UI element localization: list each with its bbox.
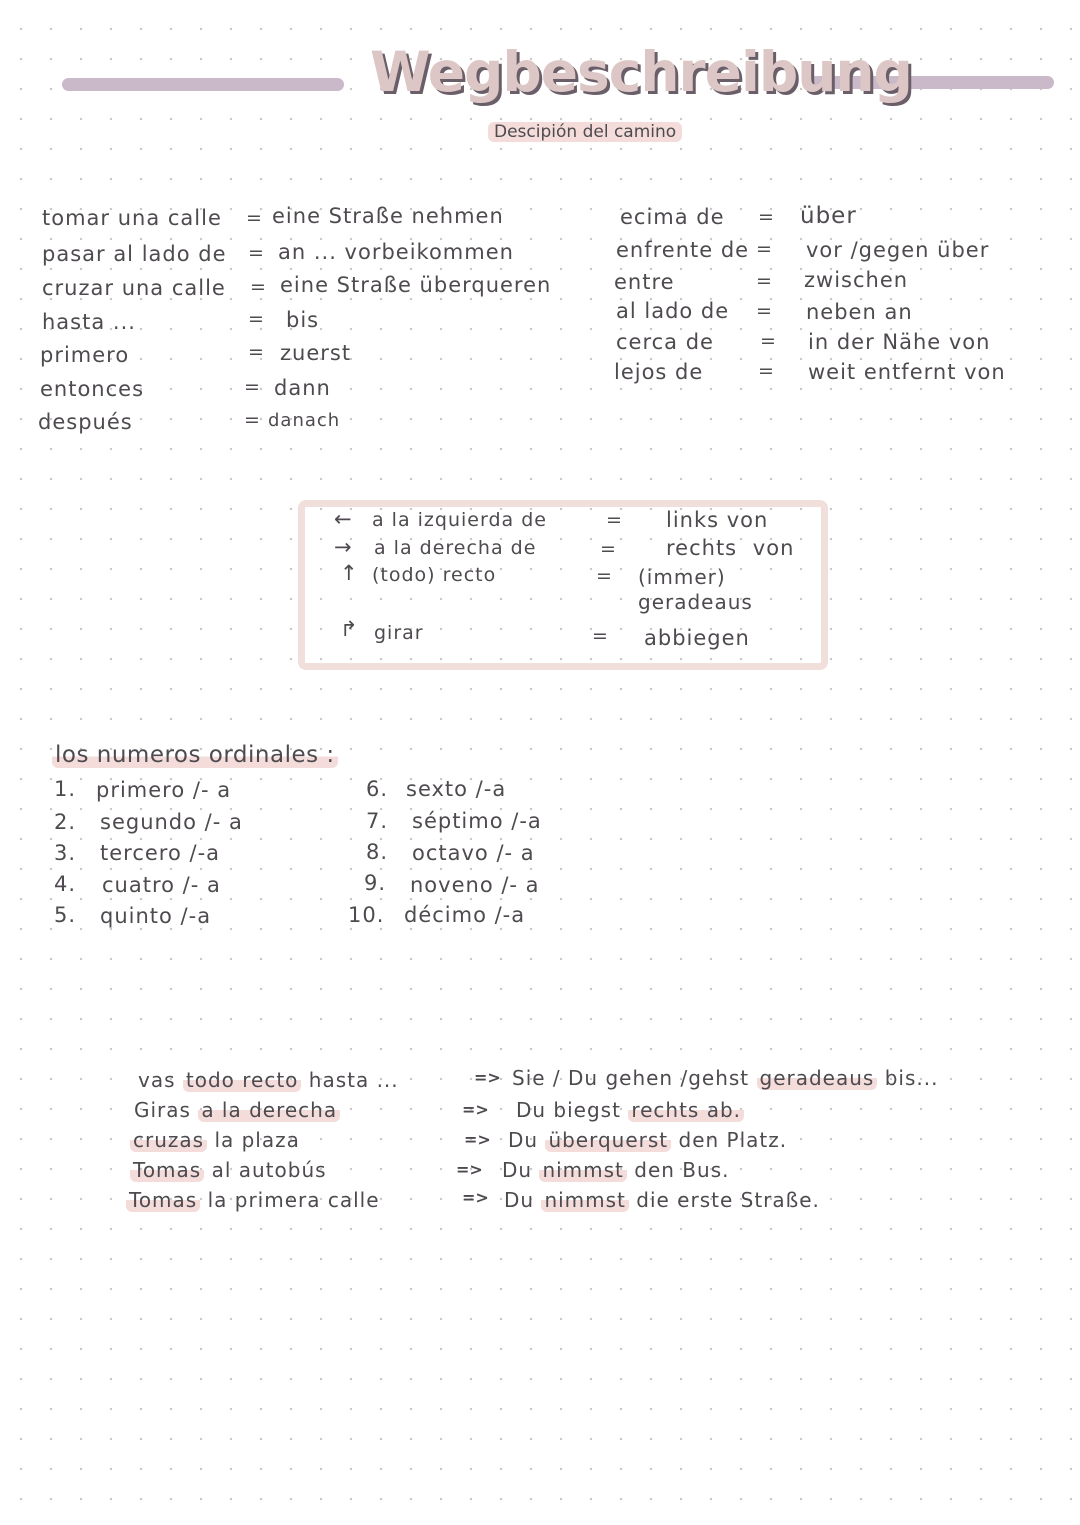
phrase-es-highlight: todo recto	[183, 1068, 302, 1092]
vocab-es: entre	[614, 270, 675, 294]
vocab-de: neben an	[806, 300, 913, 324]
phrase-de-pre: Du	[504, 1188, 535, 1212]
phrase-de-post: den Platz.	[678, 1128, 788, 1152]
vocab-de: vor /gegen über	[806, 238, 990, 262]
ordinal-word: cuatro /- a	[102, 873, 221, 897]
phrase-de-post: den Bus.	[634, 1158, 730, 1182]
page-subtitle: Descipión del camino	[488, 122, 682, 142]
vocab-es: lejos de	[614, 360, 704, 384]
vocab-es: ecima de	[620, 205, 725, 229]
direction-de: links von	[666, 508, 769, 532]
ordinal-word: noveno /- a	[410, 873, 540, 897]
arrow-icon: =>	[464, 1130, 491, 1149]
direction-de: abbiegen	[644, 626, 750, 650]
vocab-de: eine Straße nehmen	[272, 204, 504, 228]
phrase-de	[504, 1188, 820, 1212]
phrase-es-post: al autobús	[211, 1158, 327, 1182]
vocab-de: bis	[286, 308, 320, 332]
equals-sign: =	[756, 300, 772, 322]
equals-sign: =	[592, 625, 608, 647]
ordinal-word: tercero /-a	[100, 841, 221, 865]
equals-sign: =	[246, 207, 262, 229]
vocab-de: eine Straße überqueren	[280, 273, 552, 297]
phrase-de-pre: Du	[508, 1128, 539, 1152]
equals-sign: =	[248, 308, 264, 330]
phrase-es-post: la plaza	[214, 1128, 300, 1152]
equals-sign: =	[606, 509, 622, 531]
page-title: Wegbeschreibung	[370, 40, 912, 104]
direction-es: a la derecha de	[374, 537, 537, 559]
ordinal-number: 6.	[366, 777, 389, 801]
direction-de: (immer) geradeaus	[638, 565, 753, 614]
phrase-de-highlight: rechts ab.	[628, 1098, 744, 1122]
phrase-es-post: hasta ...	[308, 1068, 399, 1092]
arrow-icon: =>	[462, 1188, 489, 1207]
phrase-de-post: bis...	[884, 1066, 939, 1090]
ordinal-number: 7.	[366, 809, 389, 833]
arrow-icon: =>	[474, 1068, 501, 1087]
phrase-es-post: la primera calle	[207, 1188, 380, 1212]
phrase-es-pre: Giras	[134, 1098, 191, 1122]
equals-sign: =	[248, 242, 264, 264]
direction-es: a la izquierda de	[372, 509, 547, 531]
arrow-right-icon: →	[334, 535, 353, 559]
ordinal-number: 4.	[54, 872, 77, 896]
equals-sign: =	[756, 270, 772, 292]
phrase-de-pre: Du biegst	[516, 1098, 621, 1122]
phrase-de-post: die erste Straße.	[636, 1188, 820, 1212]
phrase-de	[508, 1128, 787, 1152]
phrase-es-highlight: Tomas	[130, 1158, 204, 1182]
phrase-es-pre: vas	[138, 1068, 176, 1092]
arrow-up-icon: ↑	[340, 561, 359, 585]
vocab-es: cerca de	[616, 330, 714, 354]
equals-sign: =	[758, 206, 774, 228]
equals-sign: =	[758, 360, 774, 382]
equals-sign: =	[244, 376, 260, 398]
ordinal-number: 2.	[54, 810, 77, 834]
equals-sign: =	[600, 538, 616, 560]
title-bar-left	[62, 78, 344, 91]
direction-es: girar	[374, 622, 424, 644]
arrow-icon: =>	[462, 1100, 489, 1119]
phrase-es	[134, 1098, 340, 1122]
vocab-de: zwischen	[804, 268, 909, 292]
ordinal-number: 10.	[348, 903, 385, 927]
equals-sign: =	[760, 330, 776, 352]
equals-sign: =	[248, 341, 264, 363]
vocab-es: al lado de	[616, 299, 730, 323]
vocab-de: in der Nähe von	[808, 330, 991, 354]
direction-de: rechts von	[666, 536, 795, 560]
phrase-es-highlight: Tomas	[126, 1188, 200, 1212]
phrase-es	[138, 1068, 399, 1092]
arrow-left-icon: ←	[334, 507, 353, 531]
phrase-de	[502, 1158, 729, 1182]
phrase-de-pre: Du	[502, 1158, 533, 1182]
ordinal-word: sexto /-a	[406, 777, 507, 801]
ordinal-word: séptimo /-a	[412, 809, 542, 833]
ordinal-word: décimo /-a	[404, 903, 526, 927]
phrase-de	[516, 1098, 744, 1122]
ordinal-word: segundo /- a	[100, 810, 243, 834]
vocab-de: über	[800, 203, 857, 229]
phrase-de-pre: Sie / Du gehen /gehst	[512, 1066, 750, 1090]
phrase-es-highlight: cruzas	[130, 1128, 207, 1152]
vocab-es: después	[38, 410, 133, 434]
direction-es: (todo) recto	[372, 564, 497, 586]
vocab-es: pasar al lado de	[42, 242, 227, 266]
phrase-es-highlight: a la derecha	[198, 1098, 340, 1122]
ordinal-number: 1.	[54, 777, 77, 801]
vocab-de: weit entfernt von	[808, 360, 1006, 384]
ordinal-number: 8.	[366, 840, 389, 864]
vocab-es: enfrente de	[616, 238, 750, 262]
arrow-icon: =>	[456, 1160, 483, 1179]
phrase-de-highlight: nimmst	[539, 1158, 626, 1182]
phrase-de-highlight: nimmst	[541, 1188, 628, 1212]
vocab-de: dann	[274, 376, 331, 400]
vocab-es: cruzar una calle	[42, 276, 226, 300]
vocab-es: entonces	[40, 377, 145, 401]
equals-sign: =	[596, 565, 612, 587]
ordinal-word: primero /- a	[96, 778, 232, 802]
phrase-es	[130, 1158, 327, 1182]
equals-sign: =	[250, 276, 266, 298]
vocab-es: tomar una calle	[42, 206, 222, 230]
phrase-de	[512, 1066, 938, 1090]
equals-sign: =	[756, 238, 772, 260]
vocab-de: zuerst	[280, 341, 352, 365]
equals-sign: =	[244, 409, 260, 431]
phrase-es	[126, 1188, 380, 1212]
ordinal-word: octavo /- a	[412, 841, 535, 865]
ordinal-number: 9.	[364, 871, 387, 895]
ordinals-heading: los numeros ordinales :	[52, 742, 338, 768]
vocab-de: an ... vorbeikommen	[278, 240, 514, 264]
phrase-de-highlight: geradeaus	[757, 1066, 878, 1090]
ordinal-number: 5.	[54, 903, 77, 927]
ordinal-word: quinto /-a	[100, 904, 212, 928]
turn-right-icon: ↱	[340, 617, 359, 641]
ordinal-number: 3.	[54, 841, 77, 865]
vocab-de: danach	[268, 410, 341, 431]
vocab-es: hasta ...	[42, 310, 136, 334]
phrase-de-highlight: überquerst	[545, 1128, 671, 1152]
vocab-es: primero	[40, 343, 130, 367]
phrase-es	[130, 1128, 300, 1152]
